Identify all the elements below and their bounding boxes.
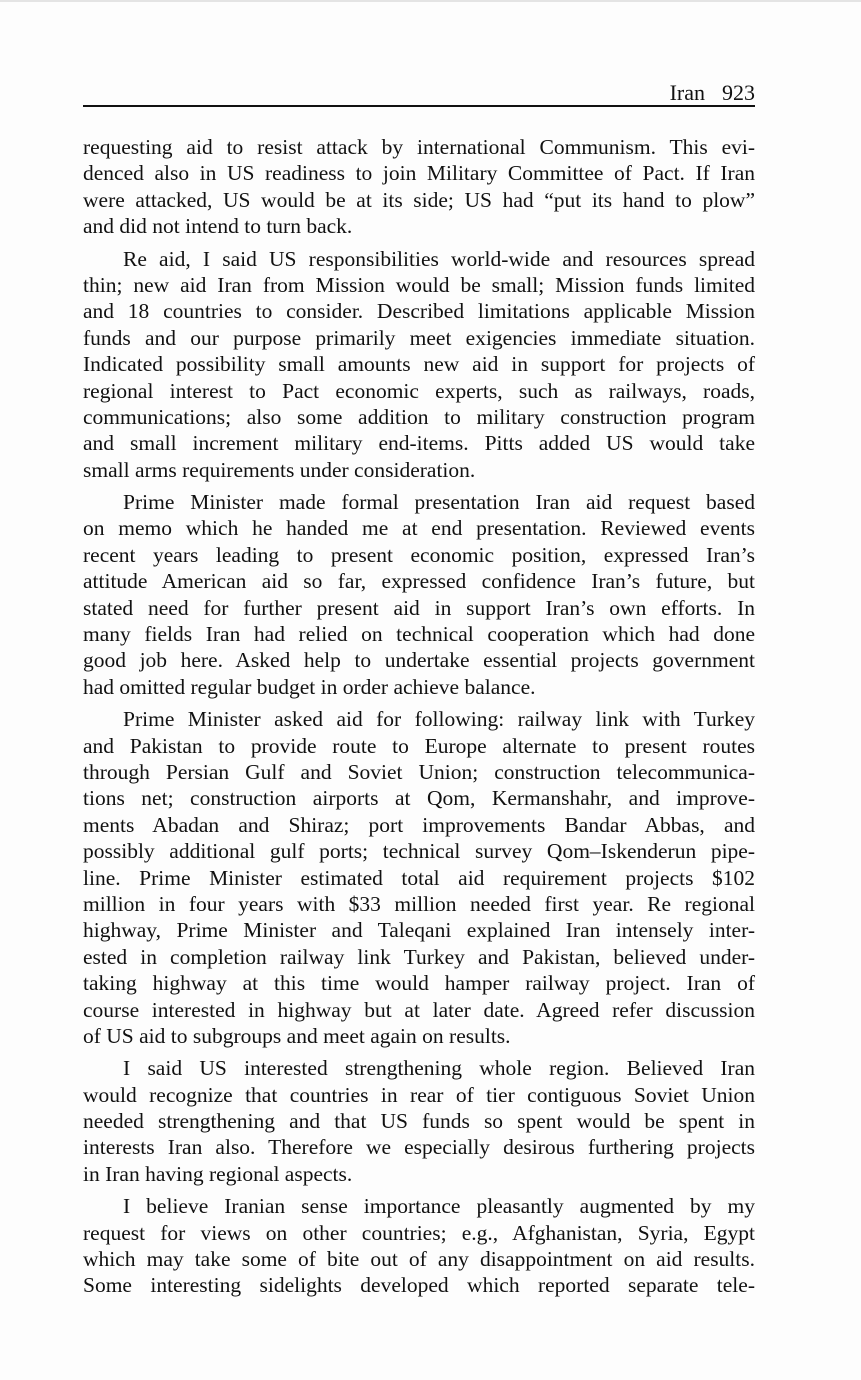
text-line: recent years leading to present economic position, expressed Iran’s bbox=[83, 542, 755, 567]
text-line: ments Abadan and Shiraz; port improvements Bandar Abbas, and bbox=[83, 812, 755, 837]
text-line: Re aid, I said US responsibilities world-wide and resources spread bbox=[123, 246, 755, 271]
text-line: taking highway at this time would hamper railway project. Iran of bbox=[83, 971, 755, 996]
text-line: of US aid to subgroups and meet again on results. bbox=[83, 1023, 511, 1048]
paragraph bbox=[83, 134, 755, 240]
text-line: ested in completion railway link Turkey and Pakistan, believed under- bbox=[83, 944, 755, 969]
text-line: and 18 countries to consider. Described limitations applicable Mission bbox=[83, 299, 755, 324]
text-line: communications; also some addition to military construction program bbox=[83, 404, 755, 429]
text-line: good job here. Asked help to undertake essential projects government bbox=[83, 648, 755, 673]
text-line: on memo which he handed me at end presentation. Reviewed events bbox=[83, 516, 755, 541]
text-line: attitude American aid so far, expressed confidence Iran’s future, but bbox=[83, 569, 755, 594]
text-line: highway, Prime Minister and Taleqani explained Iran intensely inter- bbox=[83, 918, 755, 943]
page-header bbox=[83, 78, 755, 104]
text-line: possibly additional gulf ports; technical survey Qom–Iskenderun pipe- bbox=[83, 839, 755, 864]
text-line: through Persian Gulf and Soviet Union; construction telecommunica- bbox=[83, 759, 755, 784]
text-line: stated need for further present aid in support Iran’s own efforts. In bbox=[83, 595, 755, 620]
header-rule bbox=[83, 105, 755, 107]
text-line: million in four years with $33 million needed first year. Re regional bbox=[83, 891, 755, 916]
text-line: in Iran having regional aspects. bbox=[83, 1161, 353, 1186]
text-line: line. Prime Minister estimated total aid requirement projects $102 bbox=[83, 865, 755, 890]
paragraph bbox=[83, 1055, 755, 1187]
page-number: 923 bbox=[722, 80, 755, 105]
text-line: which may take some of bite out of any disappointment on aid results. bbox=[83, 1247, 755, 1272]
text-line: regional interest to Pact economic experts, such as railways, roads, bbox=[83, 378, 755, 403]
text-line: requesting aid to resist attack by international Communism. This evi- bbox=[83, 135, 755, 159]
text-line: had omitted regular budget in order achieve balance. bbox=[83, 674, 536, 699]
scan-edge bbox=[0, 0, 861, 2]
text-line: and Pakistan to provide route to Europe alternate to present routes bbox=[83, 733, 755, 758]
text-line: were attacked, US would be at its side; US had “put its hand to plow” bbox=[83, 187, 755, 212]
text-line: request for views on other countries; e.g., Afghanistan, Syria, Egypt bbox=[83, 1220, 755, 1245]
text-line: interests Iran also. Therefore we especially desirous furthering projects bbox=[83, 1135, 755, 1160]
running-head: Iran bbox=[669, 80, 705, 105]
text-line: course interested in highway but at later date. Agreed refer discussion bbox=[83, 997, 755, 1022]
text-line: would recognize that countries in rear of tier contiguous Soviet Union bbox=[83, 1082, 755, 1107]
text-line: and small increment military end-items. Pitts added US would take bbox=[83, 431, 755, 456]
text-line: Some interesting sidelights developed which reported separate tele- bbox=[83, 1273, 755, 1298]
paragraph bbox=[83, 706, 755, 1049]
text-line: many fields Iran had relied on technical cooperation which had done bbox=[83, 622, 755, 647]
text-line: Indicated possibility small amounts new aid in support for projects of bbox=[83, 352, 755, 377]
paragraph bbox=[83, 1193, 755, 1299]
text-line: Prime Minister asked aid for following: railway link with Turkey bbox=[123, 707, 755, 732]
text-line: I believe Iranian sense importance pleasantly augmented by my bbox=[123, 1194, 755, 1219]
text-line: thin; new aid Iran from Mission would be small; Mission funds limited bbox=[83, 272, 755, 297]
text-line: Prime Minister made formal presentation Iran aid request based bbox=[123, 490, 755, 515]
paragraph bbox=[83, 489, 755, 700]
text-line: funds and our purpose primarily meet exigencies immediate situation. bbox=[83, 325, 755, 350]
paragraph bbox=[83, 246, 755, 484]
text-line: denced also in US readiness to join Military Committee of Pact. If Iran bbox=[83, 161, 755, 186]
text-line: I said US interested strengthening whole region. Believed Iran bbox=[123, 1056, 755, 1081]
text-line: and did not intend to turn back. bbox=[83, 214, 353, 239]
body-text bbox=[83, 134, 755, 1305]
text-line: small arms requirements under consideration. bbox=[83, 457, 476, 482]
text-line: needed strengthening and that US funds so spent would be spent in bbox=[83, 1109, 755, 1134]
text-line: tions net; construction airports at Qom, Kermanshahr, and improve- bbox=[83, 786, 755, 811]
